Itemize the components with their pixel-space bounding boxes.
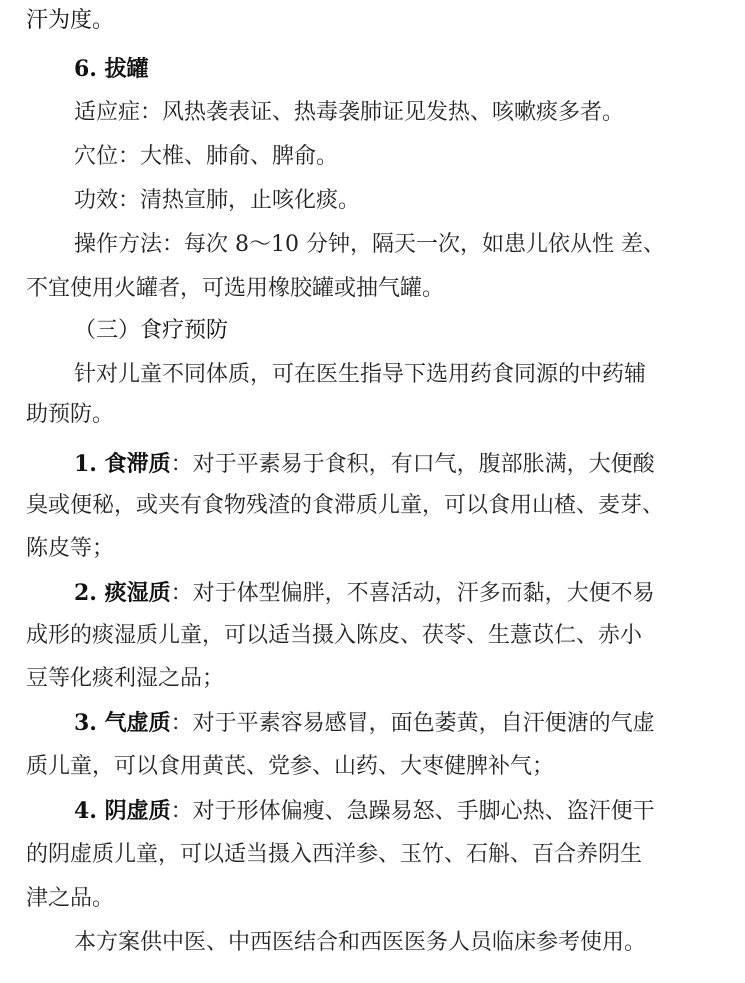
diet-item-4-label: 4. 阴虚质 (74, 798, 171, 824)
diet-item-4-text: ：对于形体偏瘦、急躁易怒、手脚心热、盗汗便干 (170, 799, 655, 824)
diet-item-3-line2: 质儿童，可以食用黄芪、党参、山药、大枣健脾补气； (26, 754, 555, 779)
closing-note: 本方案供中医、中西医结合和西医医务人员临床参考使用。 (74, 930, 647, 955)
diet-item-4-line1 (0, 796, 745, 826)
diet-item-1-text: ：对于平素易于食积，有口气，腹部胀满，大便酸 (170, 452, 655, 477)
cupping-indication: 适应症：风热袭表证、热毒袭肺证见发热、咳嗽痰多者。 (74, 100, 625, 125)
cupping-acupoints: 穴位：大椎、肺俞、脾俞。 (74, 144, 339, 169)
cupping-efficacy: 功效：清热宣肺，止咳化痰。 (74, 188, 361, 213)
diet-item-1-label: 1. 食滞质 (74, 451, 171, 477)
diet-item-4-line3: 津之品。 (26, 886, 115, 911)
diet-item-2-line1 (0, 578, 745, 608)
diet-item-2-line2: 成形的痰湿质儿童，可以适当摄入陈皮、茯苓、生薏苡仁、赤小 (26, 623, 643, 648)
diet-item-2-label: 2. 痰湿质 (74, 580, 171, 606)
diet-item-1-line2: 臭或便秘，或夹有食物残渣的食滞质儿童，可以食用山楂、麦芽、 (26, 493, 665, 518)
diet-item-1-line1 (0, 449, 745, 479)
intro-tail: 汗为度。 (26, 8, 115, 33)
diet-item-2-text: ：对于体型偏胖，不喜活动，汗多而黏，大便不易 (170, 581, 655, 606)
diet-item-1-line3: 陈皮等； (26, 536, 115, 561)
diet-heading: （三）食疗预防 (74, 318, 229, 343)
diet-item-2-line3: 豆等化痰利湿之品； (26, 666, 225, 691)
diet-intro-line2: 助预防。 (26, 402, 115, 427)
diet-item-3-label: 3. 气虚质 (74, 710, 171, 736)
diet-item-3-line1 (0, 708, 745, 738)
cupping-heading: 6. 拔罐 (74, 56, 149, 82)
diet-intro-line1: 针对儿童不同体质，可在医生指导下选用药食同源的中药辅 (74, 362, 647, 387)
cupping-method-line1: 操作方法：每次 8～10 分钟，隔天一次，如患儿依从性 差、 (74, 232, 665, 257)
diet-item-4-line2: 的阴虚质儿童，可以适当摄入西洋参、玉竹、石斛、百合养阴生 (26, 842, 643, 867)
cupping-method-line2: 不宜使用火罐者，可选用橡胶罐或抽气罐。 (26, 276, 445, 301)
diet-item-3-text: ：对于平素容易感冒，面色萎黄，自汗便溏的气虚 (170, 711, 655, 736)
